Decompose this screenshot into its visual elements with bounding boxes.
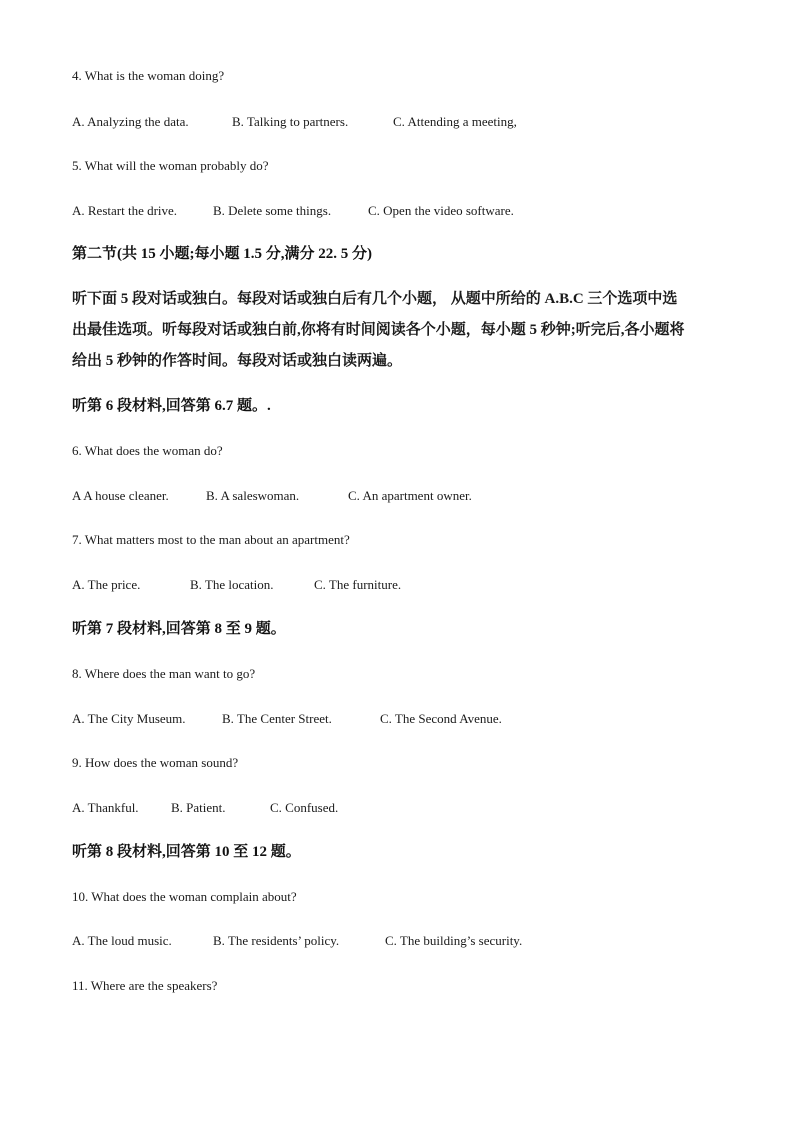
question-9: 9. How does the woman sound? — [72, 755, 239, 770]
instructions-line-1: 听下面 5 段对话或独白。每段对话或独白后有几个小题， 从题中所给的 A.B.C 三个选项中选 — [72, 291, 678, 307]
question-5-options — [72, 204, 734, 217]
instructions-line-2: 出最佳选项。听每段对话或独白前,你将有时间阅读各个小题，每小题 5 秒钟;听完后,各小题将 — [72, 322, 685, 338]
section-2-title: 第二节(共 15 小题;每小题 1.5 分,满分 22. 5 分) — [72, 246, 372, 262]
q5-option-c: C. Open the video software. — [368, 203, 514, 218]
part-8-heading: 听第 8 段材料,回答第 10 至 12 题。 — [72, 844, 301, 860]
question-6-options — [72, 489, 734, 502]
q4-option-b: B. Talking to partners. — [232, 114, 349, 129]
question-6: 6. What does the woman do? — [72, 443, 223, 458]
question-4: 4. What is the woman doing? — [72, 68, 225, 83]
q4-option-a: A. Analyzing the data. — [72, 114, 189, 129]
instructions-paragraph — [72, 284, 732, 377]
q10-option-b: B. The residents’ policy. — [213, 933, 340, 948]
question-7-options — [72, 578, 734, 591]
q5-option-a: A. Restart the drive. — [72, 203, 178, 218]
q6-option-c: C. An apartment owner. — [348, 488, 472, 503]
question-10: 10. What does the woman complain about? — [72, 889, 297, 904]
q8-option-b: B. The Center Street. — [222, 711, 332, 726]
question-8-options — [72, 712, 734, 725]
question-7: 7. What matters most to the man about an apartment? — [72, 532, 350, 547]
question-11: 11. Where are the speakers? — [72, 978, 218, 993]
q10-option-c: C. The building’s security. — [385, 933, 523, 948]
q6-option-a: A A house cleaner. — [72, 488, 169, 503]
q6-option-b: B. A saleswoman. — [206, 488, 300, 503]
q7-option-b: B. The location. — [190, 577, 274, 592]
q5-option-b: B. Delete some things. — [213, 203, 332, 218]
q7-option-a: A. The price. — [72, 577, 141, 592]
question-8: 8. Where does the man want to go? — [72, 666, 256, 681]
instructions-line-3: 给出 5 秒钟的作答时间。每段对话或独白读两遍。 — [72, 353, 403, 369]
part-6-heading: 听第 6 段材料,回答第 6.7 题。. — [72, 398, 271, 414]
question-10-options — [72, 934, 734, 947]
q9-option-c: C. Confused. — [270, 800, 339, 815]
question-9-options — [72, 801, 734, 814]
q9-option-a: A. Thankful. — [72, 800, 139, 815]
q10-option-a: A. The loud music. — [72, 933, 172, 948]
q7-option-c: C. The furniture. — [314, 577, 402, 592]
part-7-heading: 听第 7 段材料,回答第 8 至 9 题。 — [72, 621, 286, 637]
q8-option-a: A. The City Museum. — [72, 711, 186, 726]
q4-option-c: C. Attending a meeting, — [393, 114, 517, 129]
question-4-options — [72, 115, 734, 128]
q9-option-b: B. Patient. — [171, 800, 226, 815]
question-5: 5. What will the woman probably do? — [72, 158, 269, 173]
q8-option-c: C. The Second Avenue. — [380, 711, 502, 726]
